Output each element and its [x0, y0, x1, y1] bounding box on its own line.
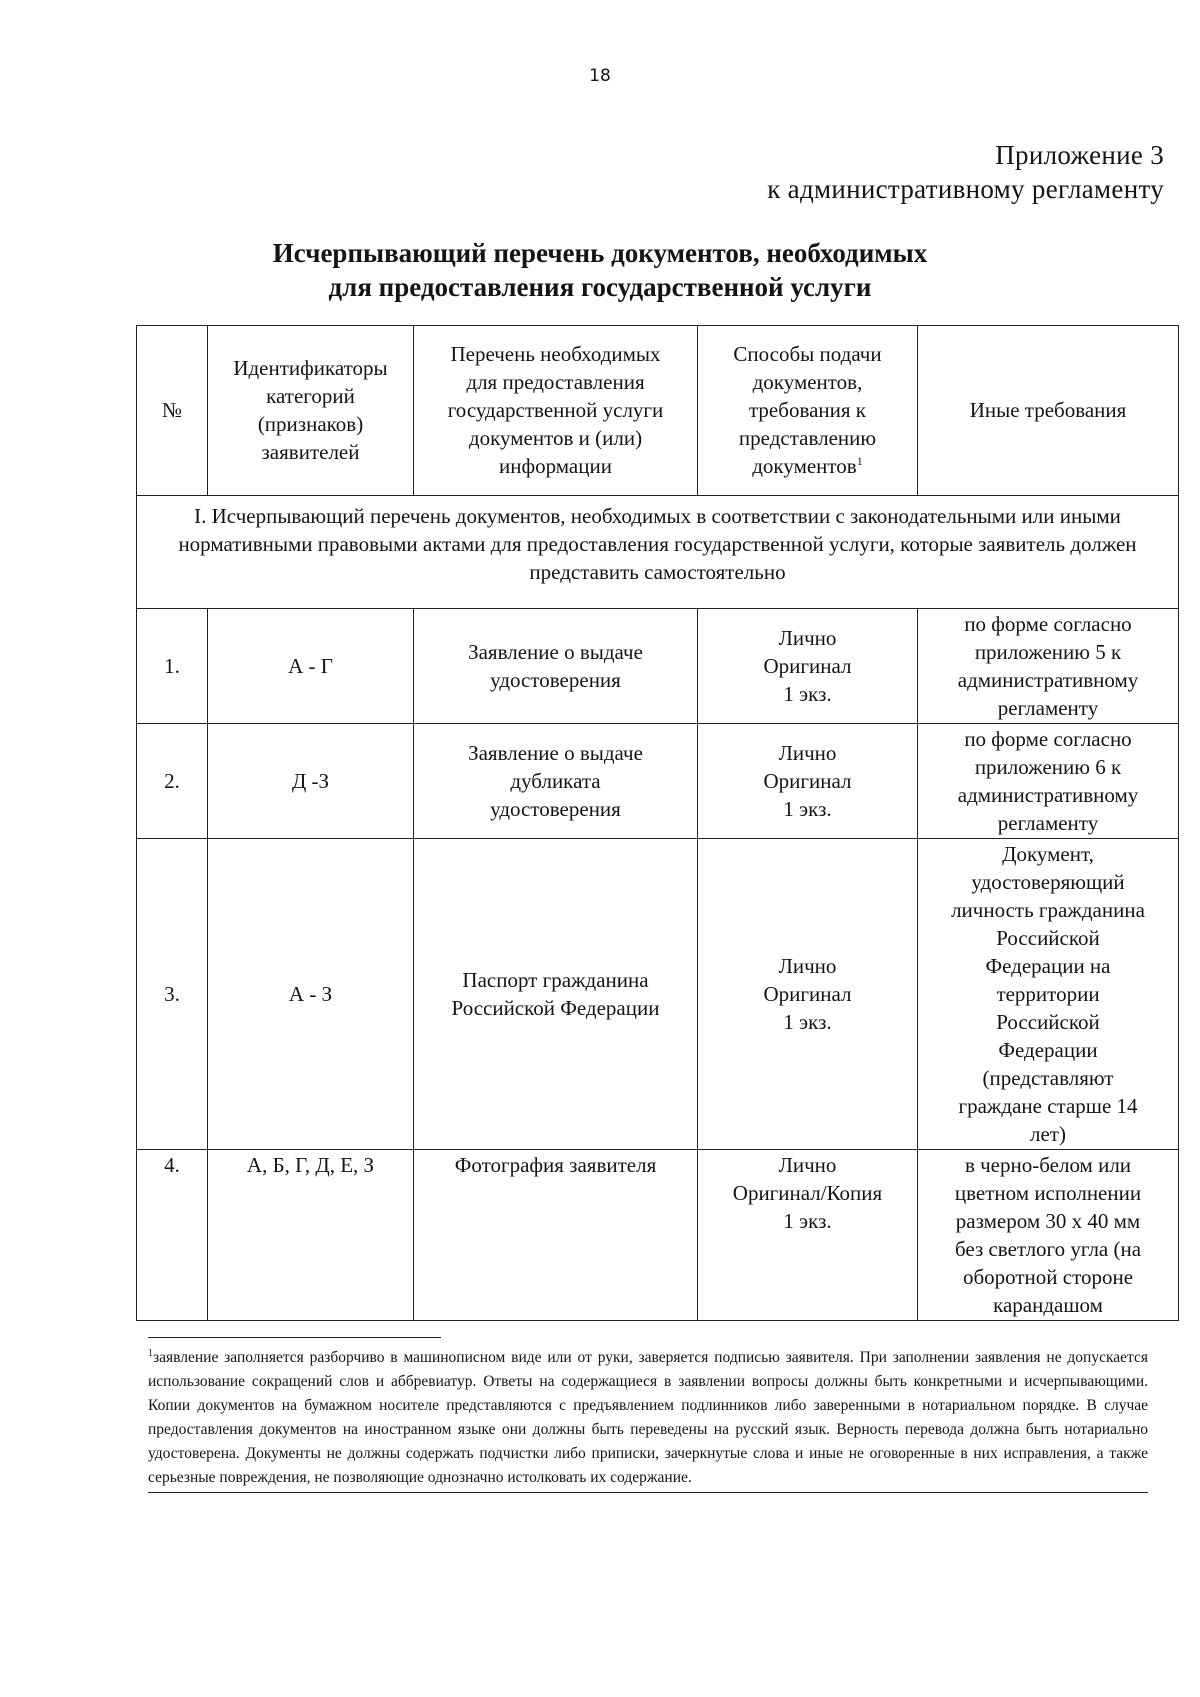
row-num: 4. — [137, 1150, 208, 1321]
header-methods — [698, 326, 918, 496]
document-title-line-1: Исчерпывающий перечень документов, необходимых — [272, 238, 928, 268]
row-document: Фотография заявителя — [414, 1150, 698, 1321]
table-row — [137, 1150, 1179, 1321]
table-row — [137, 609, 1179, 724]
footnote-divider — [148, 1337, 441, 1338]
header-num: № — [137, 326, 208, 496]
documents-table — [136, 325, 1179, 1321]
header-methods-text: Способы подачи документов, требования к представлению документов — [733, 341, 882, 478]
table-row — [137, 839, 1179, 1150]
row-document: Заявление о выдаче удостоверения — [414, 609, 698, 724]
row-categories: А - Г — [208, 609, 414, 724]
row-document: Заявление о выдаче дубликата удостоверения — [414, 724, 698, 839]
row-categories: Д -З — [208, 724, 414, 839]
footnote-mark: 1 — [148, 1347, 153, 1359]
footnote — [148, 1346, 1148, 1493]
header-other: Иные требования — [918, 326, 1179, 496]
row-other: по форме согласно приложению 6 к административному регламенту — [918, 724, 1179, 839]
row-method: Лично Оригинал 1 экз. — [698, 724, 918, 839]
section-row — [137, 496, 1179, 609]
row-other: в черно-белом или цветном исполнении размером 30 х 40 мм без светлого угла (на оборотной стороне карандашом — [918, 1150, 1179, 1321]
table-header-row — [137, 326, 1179, 496]
page-number: 18 — [589, 66, 611, 86]
appendix-line-1: Приложение 3 — [995, 140, 1164, 170]
row-method: Лично Оригинал/Копия 1 экз. — [698, 1150, 918, 1321]
row-num: 1. — [137, 609, 208, 724]
row-categories: А, Б, Г, Д, Е, З — [208, 1150, 414, 1321]
row-other: по форме согласно приложению 5 к административному регламенту — [918, 609, 1179, 724]
section-title: I. Исчерпывающий перечень документов, необходимых в соответствии с законодательными или иными нормативными правовыми актами для предоставления государственной услуги, которые заявитель должен представить самостоятельно — [137, 496, 1179, 609]
footnote-mark: 1 — [856, 453, 863, 468]
row-other: Документ, удостоверяющий личность гражданина Российской Федерации на территории Российской Федерации (представляют граждане старше 14 лет) — [918, 839, 1179, 1150]
appendix-caption — [767, 138, 1164, 206]
header-documents: Перечень необходимых для предоставления государственной услуги документов и (или) информации — [414, 326, 698, 496]
row-method: Лично Оригинал 1 экз. — [698, 839, 918, 1150]
document-title — [0, 236, 1200, 304]
header-categories: Идентификаторы категорий (признаков) заявителей — [208, 326, 414, 496]
appendix-line-2: к административному регламенту — [767, 174, 1164, 204]
footnote-text: заявление заполняется разборчиво в машинописном виде или от руки, заверяется подписью заявителя. При заполнении заявления не допускается использование сокращений слов и аббревиатур. Ответы на содержащиеся в заявлении вопросы должны быть конкретными и исчерпывающими. Копии документов на бумажном носителе представляются с предъявлением подлинников либо заверенными в нотариальном порядке. В случае предоставления документов на иностранном языке они должны быть переведены на русский язык. Верность перевода должна быть нотариально удостоверена. Документы не должны содержать подчистки либо приписки, зачеркнутые слова и иные не оговоренные в них исправления, а также серьезные повреждения, не позволяющие однозначно истолковать их содержание. — [148, 1349, 1148, 1486]
row-categories: А - З — [208, 839, 414, 1150]
row-num: 3. — [137, 839, 208, 1150]
document-title-line-2: для предоставления государственной услуги — [328, 272, 872, 302]
row-document: Паспорт гражданина Российской Федерации — [414, 839, 698, 1150]
row-method: Лично Оригинал 1 экз. — [698, 609, 918, 724]
row-num: 2. — [137, 724, 208, 839]
table-row — [137, 724, 1179, 839]
